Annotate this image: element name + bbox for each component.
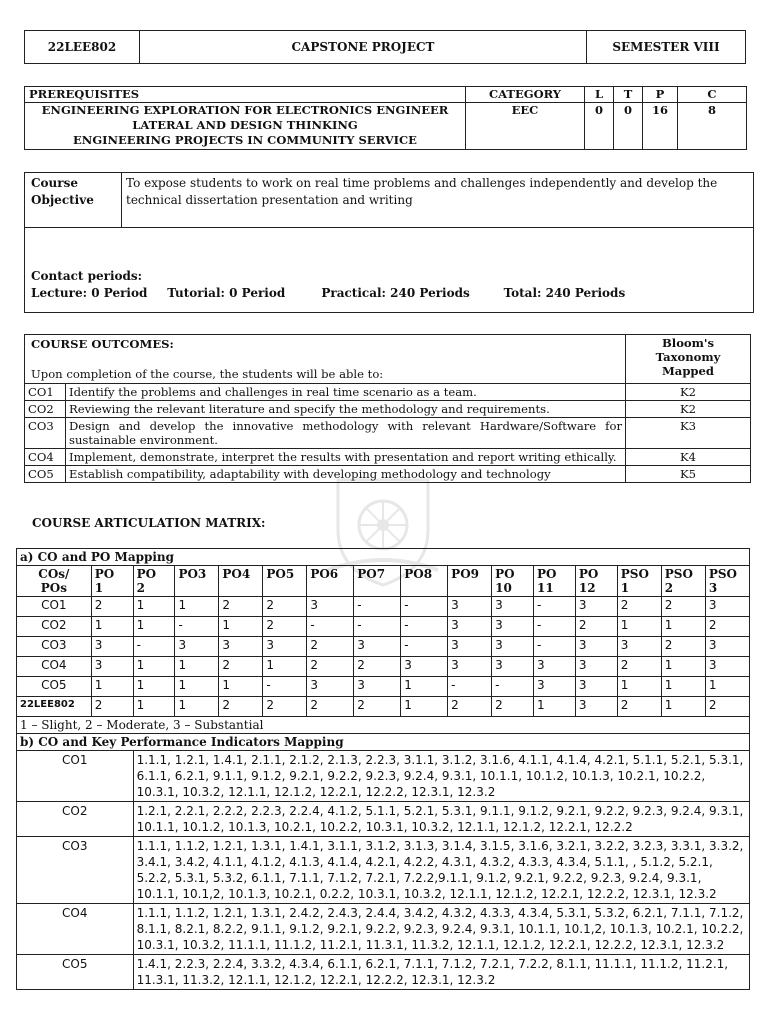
matrix-cell: -: [534, 637, 576, 657]
matrix-cell: 3: [354, 677, 401, 697]
total-periods: Total: 240 Periods: [503, 286, 626, 300]
outcome-k: K5: [626, 466, 751, 483]
matrix-cell: 1: [133, 697, 175, 717]
matrix-cell: 3: [354, 637, 401, 657]
matrix-row-label: CO5: [17, 677, 92, 697]
matrix-cell: 2: [263, 617, 307, 637]
tutorial-periods: Tutorial: 0 Period: [167, 286, 286, 300]
matrix-cell: 2: [219, 697, 263, 717]
semester: SEMESTER VIII: [587, 31, 746, 64]
matrix-cell: 3: [575, 697, 617, 717]
matrix-header-cell: PSO 2: [661, 566, 705, 597]
matrix-row: [17, 677, 750, 697]
kpi-co: CO2: [17, 802, 134, 837]
outcome-k: K4: [626, 449, 751, 466]
matrix-row: [17, 617, 750, 637]
matrix-cell: 2: [307, 657, 354, 677]
outcome-k: K2: [626, 384, 751, 401]
matrix-cell: -: [175, 617, 219, 637]
matrix-cell: 3: [448, 637, 492, 657]
matrix-cell: 2: [263, 597, 307, 617]
matrix-cell: 1: [705, 677, 749, 697]
matrix-cell: 3: [492, 657, 534, 677]
articulation-matrix-title: COURSE ARTICULATION MATRIX:: [32, 516, 266, 530]
matrix-cell: 1: [133, 657, 175, 677]
matrix-cell: 3: [534, 677, 576, 697]
objective-label-line: Objective: [31, 193, 94, 207]
course-header: [24, 30, 746, 64]
matrix-cell: 1: [661, 617, 705, 637]
matrix-row: [17, 657, 750, 677]
matrix-header-cell: PO8: [401, 566, 448, 597]
matrix-cell: 1: [661, 677, 705, 697]
matrix-cell: 3: [534, 657, 576, 677]
prereq-heading: PREREQUISITES: [25, 87, 466, 103]
matrix-cell: 3: [307, 597, 354, 617]
matrix-header-cell: PO4: [219, 566, 263, 597]
matrix-cell: 2: [91, 697, 133, 717]
matrix-cell: 3: [575, 677, 617, 697]
objective-text: To expose students to work on real time problems and challenges independently and develop the technical dissertation presentation and writing: [122, 173, 754, 228]
kpi-co: CO4: [17, 904, 134, 955]
course-outcomes-table: [24, 334, 751, 483]
matrix-cell: 2: [219, 597, 263, 617]
l-value: 0: [585, 103, 614, 150]
matrix-cell: 1: [401, 677, 448, 697]
contact-periods-label: Contact periods:: [31, 269, 143, 283]
outcome-row: [25, 449, 751, 466]
objective-label-line: Course: [31, 176, 78, 190]
matrix-header-cell: PO6: [307, 566, 354, 597]
matrix-cell: -: [354, 597, 401, 617]
matrix-cell: -: [534, 617, 576, 637]
prereq-list: [25, 103, 466, 150]
kpi-row: [17, 955, 750, 990]
kpi-row: [17, 802, 750, 837]
c-value: 8: [678, 103, 747, 150]
matrix-cell: 2: [448, 697, 492, 717]
matrix-header-cell: PO7: [354, 566, 401, 597]
articulation-matrix-table: [16, 548, 750, 990]
matrix-cell: -: [133, 637, 175, 657]
kpi-row: [17, 837, 750, 904]
matrix-cell: 1: [534, 697, 576, 717]
kpi-text: 1.4.1, 2.2.3, 2.2.4, 3.3.2, 4.3.4, 6.1.1, 6.2.1, 7.1.1, 7.1.2, 7.2.1, 7.2.2, 8.1.1, 11.1.1, 11.1.2, 11.2.1, 11.3.1, 11.3.2, 12.1.1, 12.1.2, 12.2.1, 12.2.2, 12.3.1, 12.3.2: [133, 955, 749, 990]
matrix-header-cell: PSO 3: [705, 566, 749, 597]
matrix-cell: 1: [175, 657, 219, 677]
matrix-row-label: 22LEE802: [17, 697, 92, 717]
matrix-cell: 1: [133, 597, 175, 617]
matrix-header-cell: PO 11: [534, 566, 576, 597]
blooms-line: Mapped: [661, 364, 715, 378]
matrix-cell: 1: [219, 617, 263, 637]
t-value: 0: [614, 103, 643, 150]
matrix-cell: -: [401, 637, 448, 657]
matrix-header-cell: COs/ POs: [17, 566, 92, 597]
matrix-cell: 3: [617, 637, 661, 657]
matrix-cell: 2: [492, 697, 534, 717]
matrix-cell: 3: [401, 657, 448, 677]
matrix-cell: 3: [307, 677, 354, 697]
matrix-row-label: CO1: [17, 597, 92, 617]
outcome-row: [25, 418, 751, 449]
category-label: CATEGORY: [466, 87, 585, 103]
t-label: T: [614, 87, 643, 103]
matrix-header-cell: PO 12: [575, 566, 617, 597]
outcome-text: Design and develop the innovative methodology with relevant Hardware/Software for sustainable environment.: [66, 418, 626, 449]
matrix-cell: 3: [448, 657, 492, 677]
outcome-co: CO4: [25, 449, 66, 466]
matrix-header-cell: PO 10: [492, 566, 534, 597]
matrix-cell: 2: [91, 597, 133, 617]
outcome-row: [25, 384, 751, 401]
matrix-cell: -: [534, 597, 576, 617]
matrix-cell: 2: [617, 597, 661, 617]
outcome-text: Reviewing the relevant literature and specify the methodology and requirements.: [66, 401, 626, 418]
matrix-cell: 1: [617, 617, 661, 637]
matrix-cell: 2: [661, 597, 705, 617]
kpi-co: CO5: [17, 955, 134, 990]
kpi-text: 1.2.1, 2.2.1, 2.2.2, 2.2.3, 2.2.4, 4.1.2, 5.1.1, 5.2.1, 5.3.1, 9.1.1, 9.1.2, 9.2.1, 9.2.2, 9.2.3, 9.2.4, 9.3.1, 10.1.1, 10.1.2, 10.1.3, 10.2.1, 10.2.2, 10.3.1, 10.3.2, 12.1.1, 12.1.2, 12.2.1, 12.2.2: [133, 802, 749, 837]
matrix-cell: -: [263, 677, 307, 697]
matrix-cell: 1: [617, 677, 661, 697]
matrix-row: [17, 597, 750, 617]
matrix-cell: 3: [575, 597, 617, 617]
matrix-cell: 3: [705, 597, 749, 617]
course-title: CAPSTONE PROJECT: [140, 31, 587, 64]
matrix-cell: 2: [263, 697, 307, 717]
matrix-cell: 1: [263, 657, 307, 677]
category-value: EEC: [466, 103, 585, 150]
outcome-text: Implement, demonstrate, interpret the results with presentation and report writing ethically.: [66, 449, 626, 466]
matrix-cell: 2: [307, 697, 354, 717]
matrix-cell: 1: [661, 657, 705, 677]
matrix-cell: 1: [175, 597, 219, 617]
matrix-header-cell: PO3: [175, 566, 219, 597]
matrix-cell: 2: [617, 697, 661, 717]
blooms-heading: [626, 335, 751, 384]
matrix-cell: 3: [91, 657, 133, 677]
course-code: 22LEE802: [25, 31, 140, 64]
matrix-cell: 3: [263, 637, 307, 657]
matrix-cell: -: [492, 677, 534, 697]
matrix-cell: 3: [575, 657, 617, 677]
outcome-co: CO5: [25, 466, 66, 483]
matrix-cell: -: [307, 617, 354, 637]
l-label: L: [585, 87, 614, 103]
outcome-row: [25, 466, 751, 483]
objective-label: [25, 173, 122, 228]
matrix-cell: 1: [175, 677, 219, 697]
matrix-row-label: CO2: [17, 617, 92, 637]
blooms-line: Bloom's: [661, 336, 714, 350]
matrix-cell: 3: [705, 657, 749, 677]
outcomes-heading-cell: [25, 335, 626, 384]
outcome-co: CO1: [25, 384, 66, 401]
outcome-co: CO2: [25, 401, 66, 418]
matrix-cell: 2: [307, 637, 354, 657]
outcomes-intro: Upon completion of the course, the students will be able to:: [31, 367, 384, 381]
matrix-cell: 3: [575, 637, 617, 657]
matrix-cell: 2: [705, 697, 749, 717]
matrix-cell: 3: [492, 597, 534, 617]
contact-periods: [25, 228, 754, 313]
outcomes-heading: COURSE OUTCOMES:: [31, 337, 174, 351]
outcome-text: Identify the problems and challenges in real time scenario as a team.: [66, 384, 626, 401]
matrix-cell: 3: [492, 617, 534, 637]
matrix-cell: 1: [91, 617, 133, 637]
mapping-scale: 1 – Slight, 2 – Moderate, 3 – Substantial: [17, 717, 750, 734]
matrix-cell: 1: [133, 617, 175, 637]
matrix-row: [17, 697, 750, 717]
matrix-cell: 1: [401, 697, 448, 717]
matrix-cell: 2: [354, 697, 401, 717]
matrix-row: [17, 637, 750, 657]
matrix-cell: 3: [219, 637, 263, 657]
matrix-header-cell: PO9: [448, 566, 492, 597]
outcome-text: Establish compatibility, adaptability with developing methodology and technology: [66, 466, 626, 483]
matrix-cell: 1: [661, 697, 705, 717]
outcome-k: K3: [626, 418, 751, 449]
p-label: P: [643, 87, 678, 103]
matrix-cell: 1: [175, 697, 219, 717]
matrix-cell: 3: [175, 637, 219, 657]
practical-periods: Practical: 240 Periods: [321, 286, 470, 300]
matrix-cell: -: [354, 617, 401, 637]
matrix-cell: 3: [448, 617, 492, 637]
outcome-co: CO3: [25, 418, 66, 449]
matrix-header-cell: PO 2: [133, 566, 175, 597]
matrix-row-label: CO4: [17, 657, 92, 677]
matrix-cell: 3: [448, 597, 492, 617]
prerequisites-table: [24, 86, 747, 150]
matrix-header-cell: PO 1: [91, 566, 133, 597]
matrix-cell: 2: [354, 657, 401, 677]
outcome-k: K2: [626, 401, 751, 418]
prereq-item: ENGINEERING EXPLORATION FOR ELECTRONICS ENGINEER: [41, 103, 449, 117]
course-objective-table: [24, 172, 754, 313]
matrix-cell: 2: [661, 637, 705, 657]
matrix-header-cell: PSO 1: [617, 566, 661, 597]
matrix-cell: 3: [91, 637, 133, 657]
prereq-item: ENGINEERING PROJECTS IN COMMUNITY SERVICE: [73, 133, 417, 147]
matrix-cell: 2: [705, 617, 749, 637]
prereq-item: LATERAL AND DESIGN THINKING: [132, 118, 358, 132]
matrix-header-cell: PO5: [263, 566, 307, 597]
p-value: 16: [643, 103, 678, 150]
kpi-row: [17, 904, 750, 955]
c-label: C: [678, 87, 747, 103]
kpi-row: [17, 751, 750, 802]
lecture-periods: Lecture: 0 Period: [31, 286, 148, 300]
matrix-cell: 2: [575, 617, 617, 637]
kpi-co: CO3: [17, 837, 134, 904]
matrix-cell: 1: [219, 677, 263, 697]
matrix-cell: 1: [91, 677, 133, 697]
matrix-cell: 2: [219, 657, 263, 677]
matrix-cell: -: [401, 597, 448, 617]
matrix-cell: -: [448, 677, 492, 697]
matrix-cell: 2: [617, 657, 661, 677]
outcome-row: [25, 401, 751, 418]
kpi-mapping-title: b) CO and Key Performance Indicators Mapping: [17, 734, 750, 751]
matrix-cell: -: [401, 617, 448, 637]
matrix-cell: 1: [133, 677, 175, 697]
matrix-cell: 3: [492, 637, 534, 657]
kpi-co: CO1: [17, 751, 134, 802]
matrix-header-row: [17, 566, 750, 597]
matrix-cell: 3: [705, 637, 749, 657]
kpi-text: 1.1.1, 1.2.1, 1.4.1, 2.1.1, 2.1.2, 2.1.3, 2.2.3, 3.1.1, 3.1.2, 3.1.6, 4.1.1, 4.1.4, 4.2.1, 5.1.1, 5.2.1, 5.3.1, 6.1.1, 6.2.1, 9.1.1, 9.1.2, 9.2.1, 9.2.2, 9.2.3, 9.2.4, 9.3.1, 10.1.1, 10.1.2, 10.1.3, 10.2.1, 10.2.2, 10.3.1, 10.3.2, 12.1.1, 12.1.2, 12.2.1, 12.2.2, 12.3.1, 12.3.2: [133, 751, 749, 802]
co-po-mapping-title: a) CO and PO Mapping: [17, 549, 750, 566]
kpi-text: 1.1.1, 1.1.2, 1.2.1, 1.3.1, 1.4.1, 3.1.1, 3.1.2, 3.1.3, 3.1.4, 3.1.5, 3.1.6, 3.2.1, 3.2.2, 3.2.3, 3.3.1, 3.3.2, 3.4.1, 3.4.2, 4.1.1, 4.1.2, 4.1.3, 4.1.4, 4.2.1, 4.2.2, 4.3.1, 4.3.2, 4.3.3, 4.3.4, 5.1.1, , 5.1.2, 5.2.1, 5.2.2, 5.3.1, 5.3.2, 6.1.1, 7.1.1, 7.1.2, 7.2.1, 7.2.2,9.1.1, 9.1.2, 9.2.1, 9.2.2, 9.2.3, 9.2.4, 9.3.1, 10.1.1, 10.1,2, 10.1.3, 10.2.1, 0.2.2, 10.3.1, 10.3.2, 12.1.1, 12.1.2, 12.2.1, 12.2.2, 12.3.1, 12.3.2: [133, 837, 749, 904]
blooms-line: Taxonomy: [655, 350, 721, 364]
matrix-row-label: CO3: [17, 637, 92, 657]
kpi-text: 1.1.1, 1.1.2, 1.2.1, 1.3.1, 2.4.2, 2.4.3, 2.4.4, 3.4.2, 4.3.2, 4.3.3, 4.3.4, 5.3.1, 5.3.2, 6.2.1, 7.1.1, 7.1.2, 8.1.1, 8.2.1, 8.2.2, 9.1.1, 9.1.2, 9.2.1, 9.2.2, 9.2.3, 9.2.4, 9.3.1, 10.1.1, 10.1,2, 10.1.3, 10.2.1, 10.2.2, 10.3.1, 10.3.2, 11.1.1, 11.1.2, 11.2.1, 11.3.1, 11.3.2, 12.1.1, 12.1.2, 12.2.1, 12.2.2, 12.3.1, 12.3.2: [133, 904, 749, 955]
